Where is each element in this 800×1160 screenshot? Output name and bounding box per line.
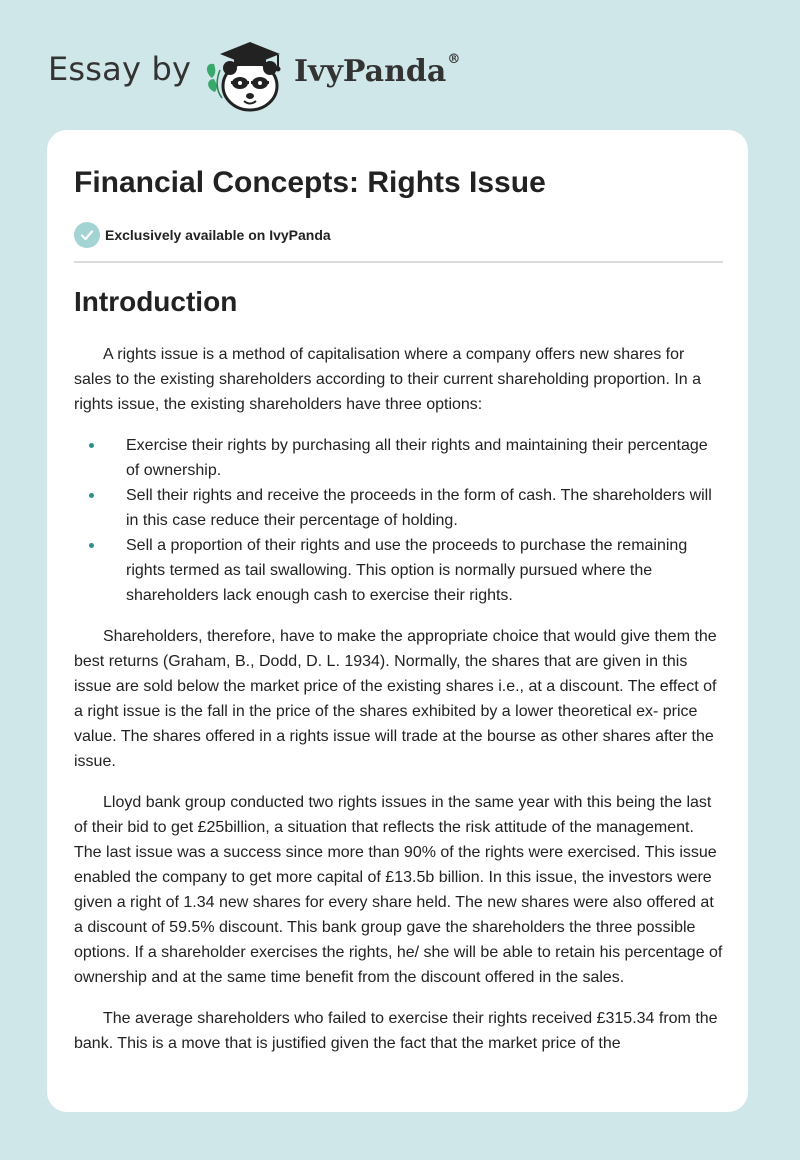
registered-mark: ® [447, 52, 461, 67]
exclusive-badge-text: Exclusively available on IvyPanda [105, 227, 331, 243]
bullet-icon [89, 443, 94, 448]
brand-header [48, 30, 508, 110]
page-title: Financial Concepts: Rights Issue [74, 166, 546, 199]
list-item-text: Exercise their rights by purchasing all their rights and maintaining their percentage of ownership. [126, 437, 708, 479]
options-list [74, 433, 724, 608]
essay-card [47, 130, 748, 1112]
paragraph: The average shareholders who failed to exercise their rights received £315.34 from the bank. This is a move that is justified given the fact that the market price of the [74, 1010, 718, 1052]
brand-prefix: Essay by [48, 50, 192, 88]
list-item-text: Sell their rights and receive the proceeds in the form of cash. The shareholders will in this case reduce their percentage of holding. [126, 487, 712, 529]
list-item-text: Sell a proportion of their rights and use the proceeds to purchase the remaining rights termed as tail swallowing. This option is normally pursued where the shareholders lack enough cash to exercise their rights. [126, 537, 688, 604]
brand-name[interactable]: IvyPanda® [294, 52, 461, 89]
section-heading: Introduction [74, 286, 238, 317]
paragraph: Shareholders, therefore, have to make the appropriate choice that would give them the best returns (Graham, B., Dodd, D. L. 1934). Normally, the shares that are given in this issue are sold below the market price of the existing shares i.e., at a discount. The effect of a right issue is the fall in the price of the shares exhibited by a lower theoretical ex- price value. The shares offered in a rights issue will trade at the bourse as other shares after the issue. [74, 628, 717, 770]
divider [74, 261, 723, 263]
paragraph: Lloyd bank group conducted two rights issues in the same year with this being the last of their bid to get £25billion, a situation that reflects the risk attitude of the management. The last issue was a success since more than 90% of the rights were exercised. This issue enabled the company to get more capital of £13.5b billion. In this issue, the investors were given a right of 1.34 new shares for every share held. The new shares were also offered at a discount of 59.5% discount. This bank group gave the shareholders the three possible options. If a shareholder exercises the rights, he/ she will be able to retain his percentage of ownership and at the same time benefit from the discount offered in the sales. [74, 794, 723, 986]
paragraph: A rights issue is a method of capitalisation where a company offers new shares for sales to the existing shareholders according to their current shareholding proportion. In a rights issue, the existing shareholders have three options: [74, 346, 702, 413]
list-item [74, 533, 724, 608]
exclusive-badge [74, 222, 331, 248]
essay-body [74, 342, 724, 1072]
checkmark-icon [74, 222, 100, 248]
bullet-icon [89, 543, 94, 548]
list-item [74, 483, 724, 533]
list-item [74, 433, 724, 483]
bullet-icon [89, 493, 94, 498]
ivypanda-logo-icon[interactable] [202, 32, 294, 114]
